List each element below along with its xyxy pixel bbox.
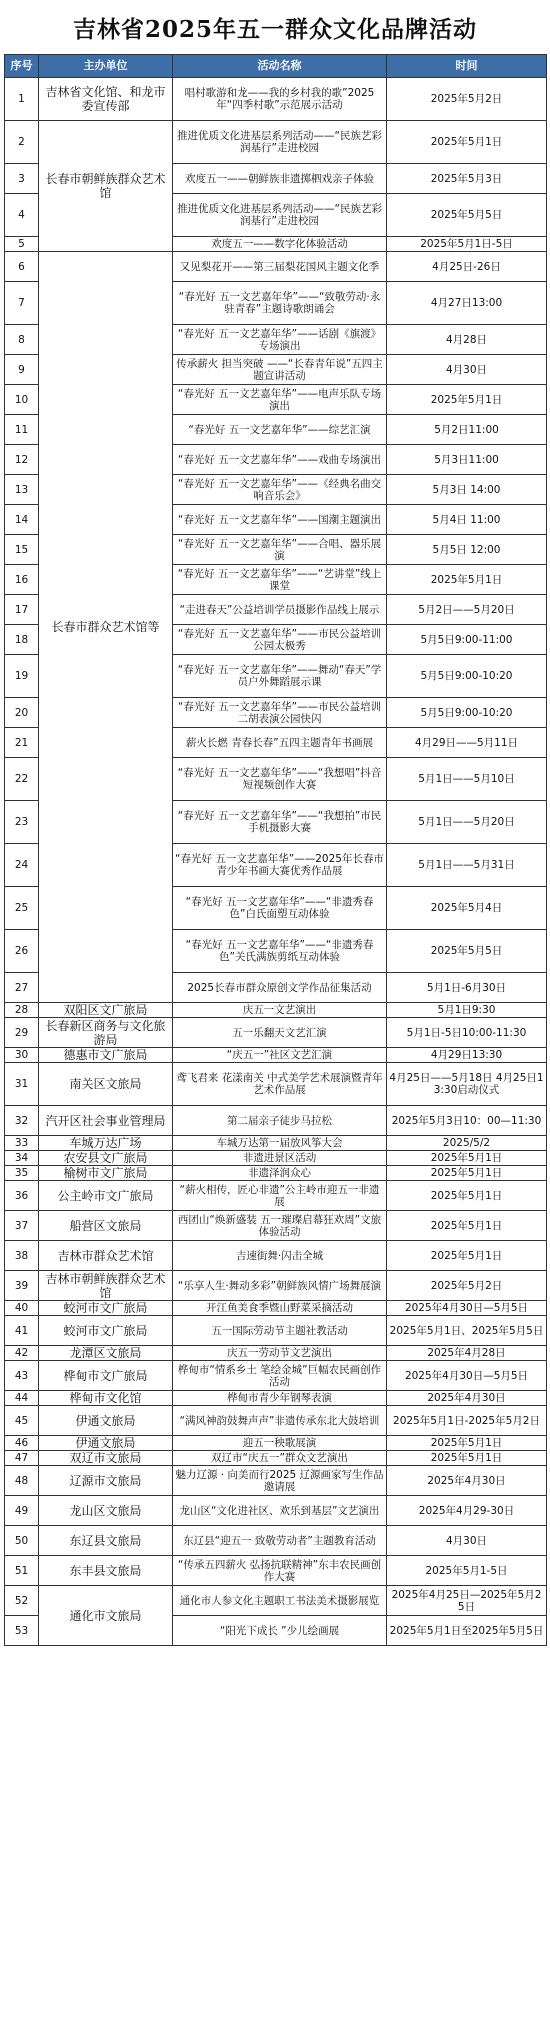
header-org: 主办单位 (39, 55, 173, 78)
cell-activity: “春光好 五一文艺嘉年华”——“我想拍”市民手机摄影大赛 (173, 801, 387, 844)
table-row (5, 1136, 547, 1151)
cell-org: 双阳区文广旅局 (39, 1003, 173, 1018)
table-row (5, 1301, 547, 1316)
table-row (5, 1496, 547, 1526)
cell-activity: 开江鱼美食季暨山野菜采摘活动 (173, 1301, 387, 1316)
cell-no: 39 (5, 1271, 39, 1301)
table-row (5, 1003, 547, 1018)
cell-time: 2025年5月1日 (387, 1241, 547, 1271)
cell-time: 2025年5月1日 (387, 1151, 547, 1166)
cell-activity: 庆五一劳动节文艺演出 (173, 1346, 387, 1361)
cell-time: 2025年4月28日 (387, 1346, 547, 1361)
cell-no: 23 (5, 801, 39, 844)
cell-no: 34 (5, 1151, 39, 1166)
table-row (5, 1556, 547, 1586)
cell-time: 4月25日-26日 (387, 252, 547, 282)
cell-activity: 传承薪火 担当突破 ——“长春青年说”五四主题宣讲活动 (173, 355, 387, 385)
cell-time: 2025年5月1日 (387, 565, 547, 595)
cell-org: 龙山区文旅局 (39, 1496, 173, 1526)
table-row (5, 1346, 547, 1361)
cell-time: 5月1日——5月31日 (387, 844, 547, 887)
cell-org: 吉林市群众艺术馆 (39, 1241, 173, 1271)
cell-activity: “春光好 五一文艺嘉年华”——市民公益培训二胡表演公园快闪 (173, 698, 387, 728)
cell-time: 4月30日 (387, 1526, 547, 1556)
cell-org: 吉林省文化馆、和龙市委宣传部 (39, 78, 173, 121)
cell-time: 2025年4月30日—5月5日 (387, 1361, 547, 1391)
table-row (5, 78, 547, 121)
cell-activity: “春光好 五一文艺嘉年华”——合唱、器乐展演 (173, 535, 387, 565)
cell-activity: “乐享人生·舞动多彩”朝鲜族风情广场舞展演 (173, 1271, 387, 1301)
cell-time: 2025年5月1-5日 (387, 1556, 547, 1586)
cell-no: 40 (5, 1301, 39, 1316)
cell-no: 52 (5, 1586, 39, 1616)
cell-activity: 鸢飞君来 花漾南关 中式美学艺术展演暨青年艺术作品展 (173, 1063, 387, 1106)
cell-no: 25 (5, 887, 39, 930)
cell-org: 伊通文旅局 (39, 1436, 173, 1451)
cell-org: 东辽县文旅局 (39, 1526, 173, 1556)
table-body (5, 78, 547, 1646)
cell-no: 38 (5, 1241, 39, 1271)
cell-time: 2025年5月1日 (387, 385, 547, 415)
cell-no: 12 (5, 445, 39, 475)
cell-activity: 魅力辽源 · 向美而行2025 辽源画家写生作品邀请展 (173, 1466, 387, 1496)
cell-activity: 五一乐翻天文艺汇演 (173, 1018, 387, 1048)
cell-activity: 推进优质文化进基层系列活动——“民族艺彩润基行”走进校园 (173, 121, 387, 164)
cell-time: 2025年5月2日 (387, 78, 547, 121)
cell-org: 蛟河市文广旅局 (39, 1301, 173, 1316)
cell-org: 农安县文广旅局 (39, 1151, 173, 1166)
cell-time: 5月5日9:00-11:00 (387, 625, 547, 655)
table-row (5, 1271, 547, 1301)
cell-activity: 车城万达第一届放风筝大会 (173, 1136, 387, 1151)
cell-activity: “传承五四薪火 弘扬抗联精神”东丰农民画创作大赛 (173, 1556, 387, 1586)
cell-activity: 迎五一秧歌展演 (173, 1436, 387, 1451)
cell-time: 5月3日11:00 (387, 445, 547, 475)
cell-time: 5月3日 14:00 (387, 475, 547, 505)
cell-no: 9 (5, 355, 39, 385)
table-row (5, 1451, 547, 1466)
cell-no: 42 (5, 1346, 39, 1361)
cell-no: 2 (5, 121, 39, 164)
cell-activity: 桦甸市青少年钢琴表演 (173, 1391, 387, 1406)
cell-no: 35 (5, 1166, 39, 1181)
cell-no: 6 (5, 252, 39, 282)
cell-activity: “庆五一”社区文艺汇演 (173, 1048, 387, 1063)
cell-org: 榆树市文广旅局 (39, 1166, 173, 1181)
cell-time: 2025年5月3日 (387, 164, 547, 194)
cell-no: 50 (5, 1526, 39, 1556)
table-row (5, 1361, 547, 1391)
cell-activity: “满风神韵鼓舞声声”非遗传承东北大鼓培训 (173, 1406, 387, 1436)
cell-time: 2025年5月2日 (387, 1271, 547, 1301)
cell-no: 41 (5, 1316, 39, 1346)
cell-org: 船营区文旅局 (39, 1211, 173, 1241)
table-row (5, 1406, 547, 1436)
cell-no: 31 (5, 1063, 39, 1106)
cell-activity: “春光好 五一文艺嘉年华”——“非遗秀春色”关氏满族剪纸互动体验 (173, 930, 387, 973)
cell-time: 2025年5月1日 (387, 1166, 547, 1181)
cell-activity: “春光好 五一文艺嘉年华”——2025年长春市青少年书画大赛优秀作品展 (173, 844, 387, 887)
cell-activity: 吉速街舞·闪击全城 (173, 1241, 387, 1271)
cell-activity: “春光好 五一文艺嘉年华”——国潮主题演出 (173, 505, 387, 535)
cell-org: 桦甸市文广旅局 (39, 1361, 173, 1391)
cell-time: 2025年5月1日 (387, 1436, 547, 1451)
cell-time: 2025年5月4日 (387, 887, 547, 930)
cell-time: 5月4日 11:00 (387, 505, 547, 535)
table-row (5, 1151, 547, 1166)
cell-time: 5月1日-6月30日 (387, 973, 547, 1003)
cell-time: 4月29日——5月11日 (387, 728, 547, 758)
cell-activity: “春光好 五一文艺嘉年华”——市民公益培训公园太极秀 (173, 625, 387, 655)
cell-activity: 非遗泽润众心 (173, 1166, 387, 1181)
cell-time: 2025/5/2 (387, 1136, 547, 1151)
cell-no: 33 (5, 1136, 39, 1151)
cell-org: 双辽市文旅局 (39, 1451, 173, 1466)
cell-no: 53 (5, 1616, 39, 1646)
cell-no: 5 (5, 237, 39, 252)
cell-no: 44 (5, 1391, 39, 1406)
cell-no: 32 (5, 1106, 39, 1136)
table-row (5, 1391, 547, 1406)
cell-time: 2025年4月30日—5月5日 (387, 1301, 547, 1316)
cell-time: 4月27日13:00 (387, 282, 547, 325)
cell-time: 2025年4月25日—2025年5月25日 (387, 1586, 547, 1616)
table-row (5, 1316, 547, 1346)
cell-activity: 非遗进景区活动 (173, 1151, 387, 1166)
cell-no: 45 (5, 1406, 39, 1436)
cell-no: 10 (5, 385, 39, 415)
cell-time: 2025年4月30日 (387, 1466, 547, 1496)
cell-time: 5月5日 12:00 (387, 535, 547, 565)
cell-no: 20 (5, 698, 39, 728)
cell-no: 4 (5, 194, 39, 237)
cell-activity: 推进优质文化进基层系列活动——“民族艺彩润基行”走进校园 (173, 194, 387, 237)
cell-activity: 2025长春市群众原创文学作品征集活动 (173, 973, 387, 1003)
cell-activity: 欢度五一——数字化体验活动 (173, 237, 387, 252)
cell-activity: 通化市人参文化主题职工书法美术摄影展览 (173, 1586, 387, 1616)
cell-time: 5月1日9:30 (387, 1003, 547, 1018)
table-row (5, 1211, 547, 1241)
cell-activity: 薪火长燃 青春长春”五四主题青年书画展 (173, 728, 387, 758)
table-row (5, 1436, 547, 1451)
cell-time: 5月1日——5月10日 (387, 758, 547, 801)
cell-no: 1 (5, 78, 39, 121)
cell-no: 3 (5, 164, 39, 194)
cell-org: 吉林市朝鲜族群众艺术馆 (39, 1271, 173, 1301)
cell-time: 2025年5月1日-5日 (387, 237, 547, 252)
table-row (5, 1586, 547, 1616)
cell-org: 车城万达广场 (39, 1136, 173, 1151)
table-row (5, 1526, 547, 1556)
cell-org: 长春新区商务与文化旅游局 (39, 1018, 173, 1048)
activity-table (4, 54, 547, 1646)
cell-no: 36 (5, 1181, 39, 1211)
table-row (5, 1466, 547, 1496)
cell-no: 21 (5, 728, 39, 758)
cell-no: 51 (5, 1556, 39, 1586)
cell-time: 5月2日——5月20日 (387, 595, 547, 625)
cell-activity: “春光好 五一文艺嘉年华”——电声乐队专场演出 (173, 385, 387, 415)
cell-activity: 双辽市“庆五一”群众文艺演出 (173, 1451, 387, 1466)
cell-activity: “春光好 五一文艺嘉年华”——“致敬劳动·永驻青春”主题诗歌朗诵会 (173, 282, 387, 325)
cell-no: 7 (5, 282, 39, 325)
cell-activity: 桦甸市“情系乡土 笔绘金城”巨幅农民画创作活动 (173, 1361, 387, 1391)
cell-activity: “春光好 五一文艺嘉年华”——综艺汇演 (173, 415, 387, 445)
header-activity: 活动名称 (173, 55, 387, 78)
table-row (5, 252, 547, 282)
cell-no: 18 (5, 625, 39, 655)
cell-org: 辽源市文旅局 (39, 1466, 173, 1496)
cell-activity: “春光好 五一文艺嘉年华”——戏曲专场演出 (173, 445, 387, 475)
cell-time: 4月25日——5月18日 4月25日13:30启动仪式 (387, 1063, 547, 1106)
cell-time: 2025年5月1日、2025年5月5日 (387, 1316, 547, 1346)
cell-org: 伊通文旅局 (39, 1406, 173, 1436)
cell-no: 19 (5, 655, 39, 698)
cell-time: 5月5日9:00-10:20 (387, 655, 547, 698)
cell-activity: 欢度五一——朝鲜族非遗掷柶戏亲子体验 (173, 164, 387, 194)
cell-activity: “薪火相传，匠心非遗”公主岭市迎五一非遗展 (173, 1181, 387, 1211)
cell-activity: 西团山“焕新盛装 五一璀璨启幕狂欢周”文旅体验活动 (173, 1211, 387, 1241)
cell-org: 长春市群众艺术馆等 (39, 252, 173, 1003)
cell-time: 2025年5月3日10：00—11:30 (387, 1106, 547, 1136)
cell-org: 龙潭区文旅局 (39, 1346, 173, 1361)
table-row (5, 1018, 547, 1048)
cell-no: 28 (5, 1003, 39, 1018)
cell-time: 5月1日——5月20日 (387, 801, 547, 844)
cell-no: 16 (5, 565, 39, 595)
cell-activity: 龙山区“文化进社区、欢乐到基层”文艺演出 (173, 1496, 387, 1526)
cell-activity: 五一国际劳动节主题社教活动 (173, 1316, 387, 1346)
cell-time: 4月28日 (387, 325, 547, 355)
cell-activity: 又见梨花开——第三届梨花国风主题文化季 (173, 252, 387, 282)
table-row (5, 1048, 547, 1063)
page-title: 吉林省2025年五一群众文化品牌活动 (72, 15, 477, 43)
cell-time: 2025年4月30日 (387, 1391, 547, 1406)
cell-no: 11 (5, 415, 39, 445)
cell-activity: “春光好 五一文艺嘉年华”——话剧《旗渡》专场演出 (173, 325, 387, 355)
cell-activity: “春光好 五一文艺嘉年华”——舞动“春天”学员户外舞蹈展示课 (173, 655, 387, 698)
table-row (5, 1181, 547, 1211)
cell-activity: “春光好 五一文艺嘉年华”——《经典名曲交响音乐会》 (173, 475, 387, 505)
header-time: 时间 (387, 55, 547, 78)
header-no: 序号 (5, 55, 39, 78)
table-row (5, 1106, 547, 1136)
cell-time: 2025年5月1日至2025年5月5日 (387, 1616, 547, 1646)
cell-activity: “走进春天”公益培训学员摄影作品线上展示 (173, 595, 387, 625)
cell-time: 2025年5月1日 (387, 1211, 547, 1241)
cell-time: 2025年4月29-30日 (387, 1496, 547, 1526)
table-row (5, 121, 547, 164)
cell-no: 8 (5, 325, 39, 355)
cell-activity: “春光好 五一文艺嘉年华”——“艺讲堂”线上课堂 (173, 565, 387, 595)
cell-time: 2025年5月5日 (387, 930, 547, 973)
cell-org: 东丰县文旅局 (39, 1556, 173, 1586)
cell-no: 29 (5, 1018, 39, 1048)
cell-time: 4月29日13:30 (387, 1048, 547, 1063)
cell-time: 4月30日 (387, 355, 547, 385)
cell-no: 22 (5, 758, 39, 801)
cell-activity: 庆五一文艺演出 (173, 1003, 387, 1018)
cell-org: 德惠市文广旅局 (39, 1048, 173, 1063)
cell-no: 13 (5, 475, 39, 505)
cell-org: 公主岭市文广旅局 (39, 1181, 173, 1211)
table-row (5, 1241, 547, 1271)
cell-activity: 第二届亲子徒步马拉松 (173, 1106, 387, 1136)
cell-time: 2025年5月1日 (387, 1181, 547, 1211)
cell-org: 汽开区社会事业管理局 (39, 1106, 173, 1136)
cell-org: 通化市文旅局 (39, 1586, 173, 1646)
cell-no: 24 (5, 844, 39, 887)
cell-no: 14 (5, 505, 39, 535)
cell-activity: “春光好 五一文艺嘉年华”——“我想唱”抖音短视频创作大赛 (173, 758, 387, 801)
cell-activity: 东辽县“迎五一 致敬劳动者”主题教育活动 (173, 1526, 387, 1556)
cell-no: 15 (5, 535, 39, 565)
cell-time: 5月1日-5日10:00-11:30 (387, 1018, 547, 1048)
cell-time: 2025年5月1日-2025年5月2日 (387, 1406, 547, 1436)
table-row (5, 1166, 547, 1181)
cell-no: 37 (5, 1211, 39, 1241)
cell-time: 2025年5月1日 (387, 121, 547, 164)
cell-no: 30 (5, 1048, 39, 1063)
cell-time: 5月2日11:00 (387, 415, 547, 445)
cell-no: 49 (5, 1496, 39, 1526)
cell-activity: “春光好 五一文艺嘉年华”——“非遗秀春色”白氏面塑互动体验 (173, 887, 387, 930)
table-header-row (5, 55, 547, 78)
cell-time: 5月5日9:00-10:20 (387, 698, 547, 728)
cell-no: 47 (5, 1451, 39, 1466)
cell-org: 南关区文旅局 (39, 1063, 173, 1106)
cell-org: 长春市朝鲜族群众艺术馆 (39, 121, 173, 252)
cell-activity: “阳光下成长 ”少儿绘画展 (173, 1616, 387, 1646)
cell-no: 43 (5, 1361, 39, 1391)
cell-no: 26 (5, 930, 39, 973)
cell-no: 48 (5, 1466, 39, 1496)
cell-time: 2025年5月1日 (387, 1451, 547, 1466)
cell-activity: 唱村歌游和龙——我的乡村我的歌”2025年“四季村歌”示范展示活动 (173, 78, 387, 121)
cell-no: 27 (5, 973, 39, 1003)
cell-org: 桦甸市文化馆 (39, 1391, 173, 1406)
cell-no: 46 (5, 1436, 39, 1451)
cell-org: 蛟河市文广旅局 (39, 1316, 173, 1346)
table-row (5, 1063, 547, 1106)
cell-no: 17 (5, 595, 39, 625)
cell-time: 2025年5月5日 (387, 194, 547, 237)
